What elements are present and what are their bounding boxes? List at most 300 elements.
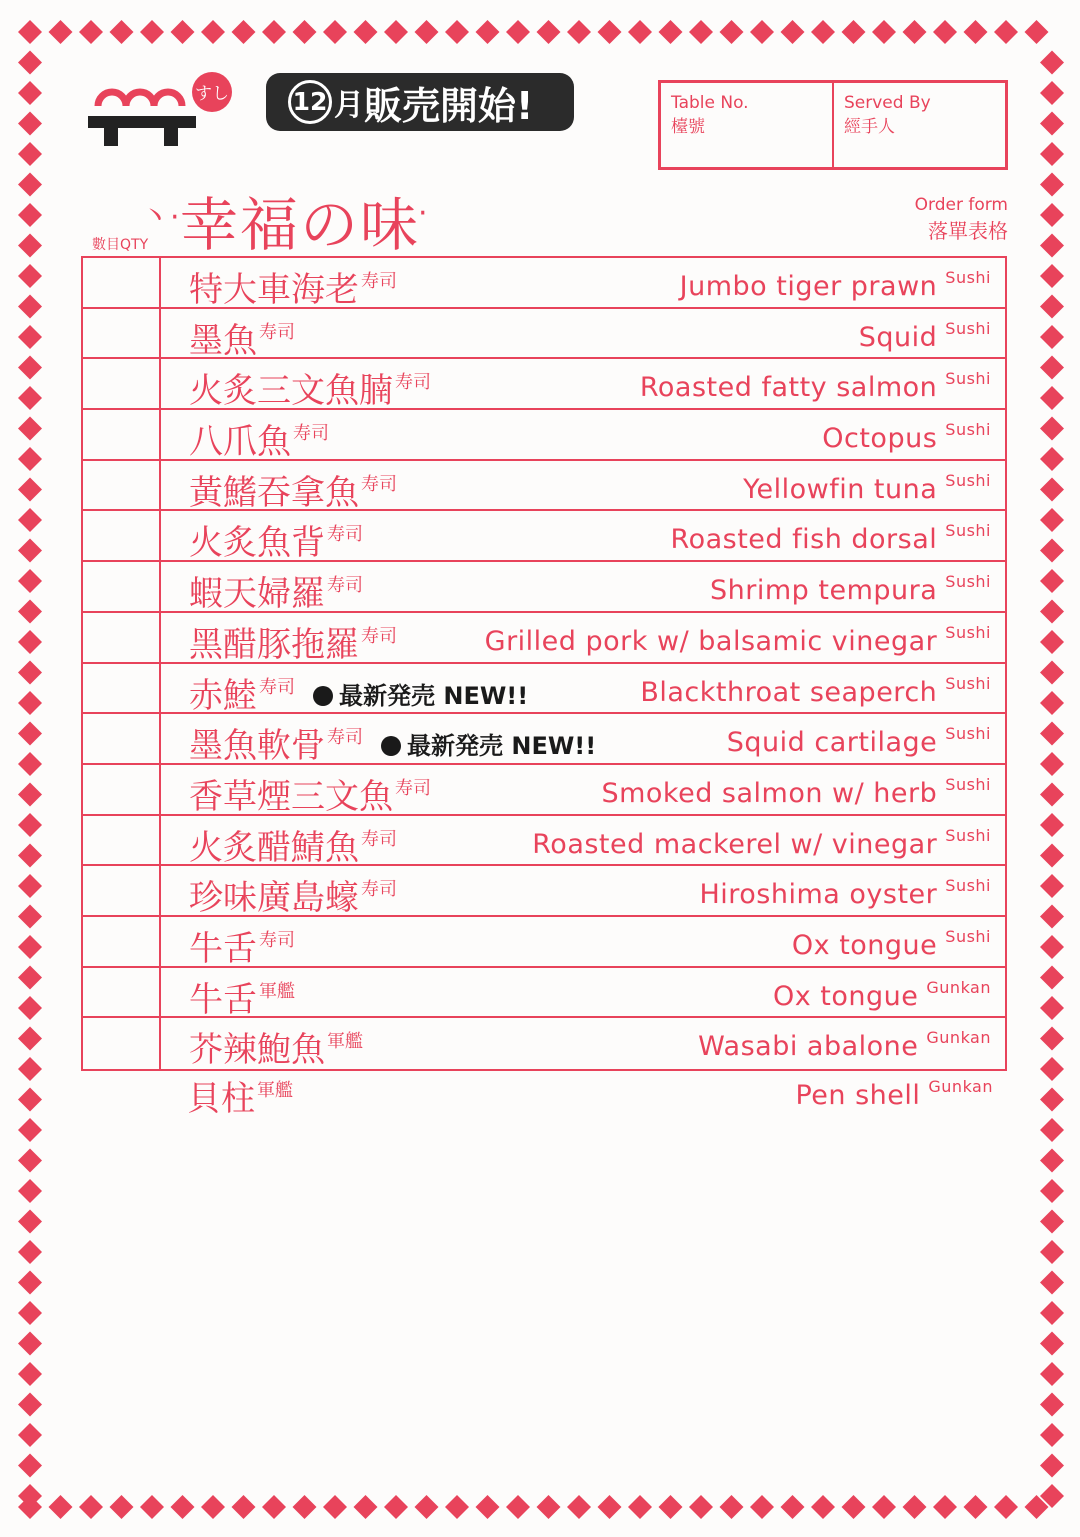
border-diamond [689, 1495, 713, 1519]
item-name-zh [189, 262, 397, 311]
border-diamond [964, 1495, 988, 1519]
border-diamond [1040, 874, 1064, 898]
border-diamond [18, 722, 42, 746]
border-diamond [18, 844, 42, 868]
served-by-field[interactable] [832, 83, 1005, 167]
border-diamond [1040, 112, 1064, 136]
item-type-zh: 寿司 [327, 575, 363, 597]
item-name-en [743, 471, 991, 505]
border-diamond [933, 1495, 957, 1519]
item-type-zh: 軍艦 [259, 980, 295, 1002]
border-diamond [689, 20, 713, 44]
title-dots-right-icon: · [418, 196, 428, 231]
border-diamond [659, 1495, 683, 1519]
border-diamond [18, 1423, 42, 1447]
border-diamond [1040, 539, 1064, 563]
border-diamond [1040, 325, 1064, 349]
item-name-en [859, 319, 991, 353]
table-row [83, 866, 1005, 917]
item-name-en-text: Shrimp tempura [710, 575, 938, 607]
border-diamond [18, 905, 42, 929]
qty-input-cell[interactable] [83, 562, 161, 611]
border-diamond [18, 1027, 42, 1051]
served-by-label-zh: 經手人 [844, 117, 895, 137]
sushi-logo-icon [86, 78, 198, 148]
bullet-icon [381, 736, 401, 756]
border-diamond [750, 20, 774, 44]
table-row [83, 410, 1005, 461]
border-diamond [1040, 142, 1064, 166]
border-diamond [811, 20, 835, 44]
border-diamond [18, 1393, 42, 1417]
item-name-en-text: Blackthroat seaperch [640, 676, 938, 708]
border-diamond [1040, 752, 1064, 776]
item-type-en: Sushi [945, 876, 991, 896]
border-diamond [964, 20, 988, 44]
item-name-zh [189, 1022, 363, 1071]
border-diamond [293, 1495, 317, 1519]
item-name-en [680, 268, 991, 302]
item-name-zh-text: 火炙魚背 [189, 523, 325, 564]
border-diamond [18, 508, 42, 532]
border-diamond [18, 234, 42, 258]
border-diamond [18, 935, 42, 959]
item-name-zh [189, 921, 295, 970]
item-name-en [601, 775, 991, 809]
border-diamond [567, 20, 591, 44]
border-diamond [18, 1088, 42, 1112]
border-diamond [1040, 234, 1064, 258]
promo-month: 月 [334, 88, 364, 123]
item-name-en [640, 674, 991, 708]
border-diamond [1040, 356, 1064, 380]
border-diamond [720, 1495, 744, 1519]
border-diamond [18, 1240, 42, 1264]
border-diamond [1040, 1210, 1064, 1234]
promo-text: 販売開始! [364, 83, 534, 128]
border-diamond [140, 1495, 164, 1519]
table-row [83, 816, 1005, 867]
border-diamond [1040, 447, 1064, 471]
item-name-en-text: Pen shell [795, 1080, 921, 1111]
qty-input-cell[interactable] [83, 613, 161, 662]
new-item-badge [313, 676, 528, 711]
bullet-icon [313, 686, 333, 706]
item-name-en [727, 724, 991, 758]
table-row [83, 562, 1005, 613]
table-row [83, 714, 1005, 765]
border-diamond [79, 1495, 103, 1519]
item-type-zh: 寿司 [293, 423, 329, 445]
item-type-en: Sushi [945, 521, 991, 541]
qty-input-cell[interactable] [83, 511, 161, 560]
border-diamond [842, 1495, 866, 1519]
item-name-en-text: Roasted mackerel w/ vinegar [532, 828, 938, 860]
table-row [83, 1018, 1005, 1069]
border-diamond [18, 1149, 42, 1173]
border-diamond [354, 1495, 378, 1519]
table-row [83, 258, 1005, 309]
table-no-label-en: Table No. [671, 93, 749, 113]
border-diamond [18, 81, 42, 105]
border-diamond [18, 1179, 42, 1203]
order-form-zh: 落單表格 [928, 219, 1008, 243]
border-diamond [994, 1495, 1018, 1519]
new-badge-text: 最新発売 NEW!! [339, 681, 529, 710]
border-diamond [110, 20, 134, 44]
qty-input-cell[interactable] [83, 816, 161, 865]
promo-month-number: 12 [288, 80, 332, 124]
item-name-zh-text: 香草煙三文魚 [189, 776, 393, 817]
border-diamond [1040, 600, 1064, 624]
border-diamond [18, 752, 42, 776]
border-diamond [567, 1495, 591, 1519]
border-diamond [598, 1495, 622, 1519]
new-badge-text: 最新発売 NEW!! [407, 732, 597, 761]
border-diamond [171, 1495, 195, 1519]
item-name-en-text: Octopus [822, 423, 938, 455]
item-name-en [698, 1028, 991, 1062]
item-type-zh: 軍艦 [257, 1080, 293, 1101]
item-name-en [640, 369, 991, 403]
border-diamond [18, 173, 42, 197]
item-type-en: Sushi [945, 572, 991, 592]
item-name-zh-text: 火炙醋鯖魚 [189, 827, 359, 868]
border-diamond [18, 996, 42, 1020]
border-diamond [18, 264, 42, 288]
border-diamond [781, 1495, 805, 1519]
item-name-en [773, 978, 991, 1012]
border-diamond [18, 783, 42, 807]
border-diamond [18, 295, 42, 319]
border-diamond [537, 1495, 561, 1519]
border-diamond [872, 20, 896, 44]
item-name-en [792, 927, 991, 961]
border-diamond [1040, 813, 1064, 837]
border-diamond [1040, 1423, 1064, 1447]
item-name-en-text: Ox tongue [791, 929, 938, 961]
order-form-label [915, 192, 1008, 244]
border-diamond [1040, 630, 1064, 654]
item-name-zh-text: 牛舌 [189, 928, 257, 969]
item-name-zh [189, 820, 397, 869]
border-diamond [18, 20, 42, 44]
item-name-zh-text: 芥辣鮑魚 [189, 1030, 325, 1071]
border-diamond [1040, 264, 1064, 288]
border-diamond [1040, 1393, 1064, 1417]
border-diamond [1040, 935, 1064, 959]
border-diamond [1040, 1332, 1064, 1356]
item-name-zh-text: 墨魚 [189, 320, 257, 361]
item-name-zh-text: 珍味廣島蠔 [189, 878, 359, 919]
item-name-en-text: Wasabi abalone [698, 1031, 919, 1063]
item-name-en-text: Squid [858, 321, 938, 353]
item-type-zh: 寿司 [327, 524, 363, 546]
item-name-zh [189, 668, 295, 717]
border-diamond [1040, 722, 1064, 746]
border-diamond [201, 20, 225, 44]
item-name-en-text: Ox tongue [772, 980, 919, 1012]
border-diamond [18, 874, 42, 898]
border-diamond [323, 20, 347, 44]
border-diamond [354, 20, 378, 44]
item-name-zh [189, 566, 363, 615]
border-diamond [18, 478, 42, 502]
sushi-tag-text: すし [195, 84, 229, 104]
border-diamond [1040, 508, 1064, 532]
border-diamond [750, 1495, 774, 1519]
order-table [81, 256, 1007, 1071]
item-name-zh-text: 蝦天婦羅 [189, 574, 325, 615]
border-diamond [18, 112, 42, 136]
border-diamond [1040, 844, 1064, 868]
item-type-zh: 軍艦 [327, 1031, 363, 1053]
border-diamond [903, 1495, 927, 1519]
border-diamond [415, 1495, 439, 1519]
border-diamond [1040, 1027, 1064, 1051]
border-diamond [18, 417, 42, 441]
border-diamond [842, 20, 866, 44]
order-form-en: Order form [914, 195, 1008, 215]
item-name-en-text: Hiroshima oyster [699, 879, 938, 911]
table-row [83, 765, 1005, 816]
border-diamond [18, 142, 42, 166]
item-name-zh-text: 貝柱 [187, 1079, 255, 1119]
border-diamond [201, 1495, 225, 1519]
border-diamond [1040, 1088, 1064, 1112]
border-diamond [18, 356, 42, 380]
item-type-zh: 寿司 [361, 828, 397, 850]
new-item-badge [381, 726, 596, 761]
border-diamond [1040, 1362, 1064, 1386]
item-type-zh: 寿司 [395, 372, 431, 394]
item-type-zh: 寿司 [361, 271, 397, 292]
border-diamond [1040, 783, 1064, 807]
item-name-zh [189, 465, 397, 514]
page-title: 幸福の味 [180, 191, 421, 259]
item-name-en-text: Jumbo tiger prawn [679, 271, 938, 302]
item-type-en: Sushi [945, 268, 991, 287]
border-diamond [628, 20, 652, 44]
border-diamond [445, 1495, 469, 1519]
border-diamond [1040, 173, 1064, 197]
border-diamond [262, 1495, 286, 1519]
item-name-en [485, 623, 991, 657]
item-name-zh [189, 769, 431, 818]
border-diamond [18, 1362, 42, 1386]
item-name-en [699, 876, 991, 910]
border-diamond [994, 20, 1018, 44]
item-name-zh [189, 414, 329, 463]
qty-input-cell[interactable] [83, 258, 161, 307]
qty-input-cell[interactable] [83, 917, 161, 966]
item-type-en: Sushi [945, 420, 991, 440]
border-diamond [1040, 1454, 1064, 1478]
border-diamond [323, 1495, 347, 1519]
item-name-en [710, 572, 991, 606]
border-diamond [18, 661, 42, 685]
border-diamond [1040, 1240, 1064, 1264]
qty-input-cell[interactable] [83, 664, 161, 713]
table-row [83, 461, 1005, 512]
border-diamond [49, 20, 73, 44]
item-name-zh-text: 墨魚軟骨 [189, 726, 325, 767]
item-name-en [822, 420, 991, 454]
border-diamond [384, 20, 408, 44]
qty-input-cell[interactable] [83, 410, 161, 459]
border-diamond [18, 600, 42, 624]
item-type-zh: 寿司 [361, 473, 397, 495]
border-diamond [933, 20, 957, 44]
item-type-en: Sushi [945, 369, 991, 389]
border-diamond [18, 966, 42, 990]
border-diamond [1040, 295, 1064, 319]
border-diamond [1040, 386, 1064, 410]
item-name-en [532, 826, 991, 860]
qty-input-cell[interactable] [83, 714, 161, 763]
border-diamond [476, 1495, 500, 1519]
item-type-en: Sushi [945, 724, 991, 744]
border-diamond [140, 20, 164, 44]
item-type-zh: 寿司 [259, 676, 295, 698]
border-diamond [49, 1495, 73, 1519]
item-type-en: Sushi [945, 774, 991, 794]
border-diamond [1040, 81, 1064, 105]
border-diamond [506, 20, 530, 44]
border-diamond [384, 1495, 408, 1519]
item-name-zh [189, 718, 363, 767]
border-diamond [18, 813, 42, 837]
border-diamond [1040, 691, 1064, 715]
border-diamond [293, 20, 317, 44]
border-diamond [232, 20, 256, 44]
border-diamond [18, 691, 42, 715]
border-diamond [18, 447, 42, 471]
border-diamond [18, 1271, 42, 1295]
table-number-field[interactable] [661, 83, 832, 167]
item-type-en: Sushi [945, 622, 991, 642]
item-name-zh [189, 515, 363, 564]
border-diamond [415, 20, 439, 44]
border-diamond [720, 20, 744, 44]
table-row [83, 664, 1005, 715]
border-diamond [18, 203, 42, 227]
border-diamond [1040, 1057, 1064, 1081]
item-type-en: Sushi [945, 825, 991, 845]
item-name-en-text: Yellowfin tuna [743, 473, 938, 505]
item-name-zh-text: 牛舌 [189, 979, 257, 1020]
border-diamond [18, 1332, 42, 1356]
border-diamond [18, 1057, 42, 1081]
item-type-zh: 寿司 [259, 929, 295, 951]
border-diamond [659, 20, 683, 44]
item-name-zh-text: 黃鰭吞拿魚 [189, 472, 359, 513]
item-name-en [795, 1077, 993, 1111]
border-diamond [628, 1495, 652, 1519]
qty-input-cell[interactable] [83, 461, 161, 510]
item-type-en: Sushi [945, 318, 991, 338]
table-row [83, 511, 1005, 562]
border-diamond [18, 51, 42, 75]
promo-banner [266, 73, 574, 131]
border-diamond [18, 1301, 42, 1325]
item-name-zh-text: 火炙三文魚腩 [189, 371, 393, 412]
item-name-zh [189, 363, 431, 412]
border-diamond [1040, 1149, 1064, 1173]
table-info-box [658, 80, 1008, 170]
border-diamond [1040, 1179, 1064, 1203]
item-name-zh-text: 黑醋豚拖羅 [189, 624, 359, 665]
item-type-en: Gunkan [928, 1077, 993, 1096]
border-diamond [1040, 661, 1064, 685]
border-diamond [445, 20, 469, 44]
item-name-zh-text: 赤鯥 [189, 675, 257, 716]
border-diamond [1040, 203, 1064, 227]
item-type-en: Gunkan [926, 1028, 991, 1048]
title-dots-left-icon: 丶· [140, 200, 180, 235]
border-diamond [506, 1495, 530, 1519]
border-diamond [476, 20, 500, 44]
qty-input-cell[interactable] [83, 1018, 161, 1069]
item-type-zh: 寿司 [327, 727, 363, 749]
border-diamond [232, 1495, 256, 1519]
served-by-label-en: Served By [844, 93, 931, 113]
item-name-zh-text: 特大車海老 [189, 270, 359, 310]
border-diamond [1040, 1301, 1064, 1325]
border-diamond [781, 20, 805, 44]
qty-input-cell[interactable] [83, 968, 161, 1017]
border-diamond [18, 1454, 42, 1478]
qty-input-cell[interactable] [83, 309, 161, 358]
border-diamond [79, 20, 103, 44]
item-name-zh-text: 八爪魚 [189, 422, 291, 463]
qty-input-cell[interactable] [83, 359, 161, 408]
border-diamond [1040, 996, 1064, 1020]
border-diamond [18, 1118, 42, 1142]
item-type-zh: 寿司 [259, 321, 295, 343]
table-row [83, 917, 1005, 968]
border-diamond [18, 569, 42, 593]
item-name-en-text: Smoked salmon w/ herb [601, 777, 938, 809]
item-type-en: Gunkan [926, 977, 991, 997]
table-row [83, 968, 1005, 1019]
table-row [83, 613, 1005, 664]
border-diamond [171, 20, 195, 44]
table-row [83, 309, 1005, 360]
border-diamond [598, 20, 622, 44]
border-diamond [18, 630, 42, 654]
item-type-zh: 寿司 [395, 777, 431, 799]
table-row [83, 359, 1005, 410]
item-type-en: Sushi [945, 470, 991, 490]
item-name-zh [189, 617, 397, 666]
border-diamond [262, 20, 286, 44]
border-diamond [1040, 1271, 1064, 1295]
qty-input-cell[interactable] [83, 765, 161, 814]
border-diamond [811, 1495, 835, 1519]
border-diamond [18, 539, 42, 563]
item-name-zh [189, 313, 295, 362]
border-diamond [1040, 51, 1064, 75]
item-type-zh: 寿司 [361, 879, 397, 901]
border-diamond [872, 1495, 896, 1519]
qty-input-cell[interactable] [83, 866, 161, 915]
item-type-en: Sushi [945, 673, 991, 693]
item-name-en-text: Roasted fatty salmon [639, 372, 938, 404]
border-diamond [1040, 905, 1064, 929]
border-diamond [1040, 417, 1064, 441]
item-name-zh [187, 1071, 293, 1120]
